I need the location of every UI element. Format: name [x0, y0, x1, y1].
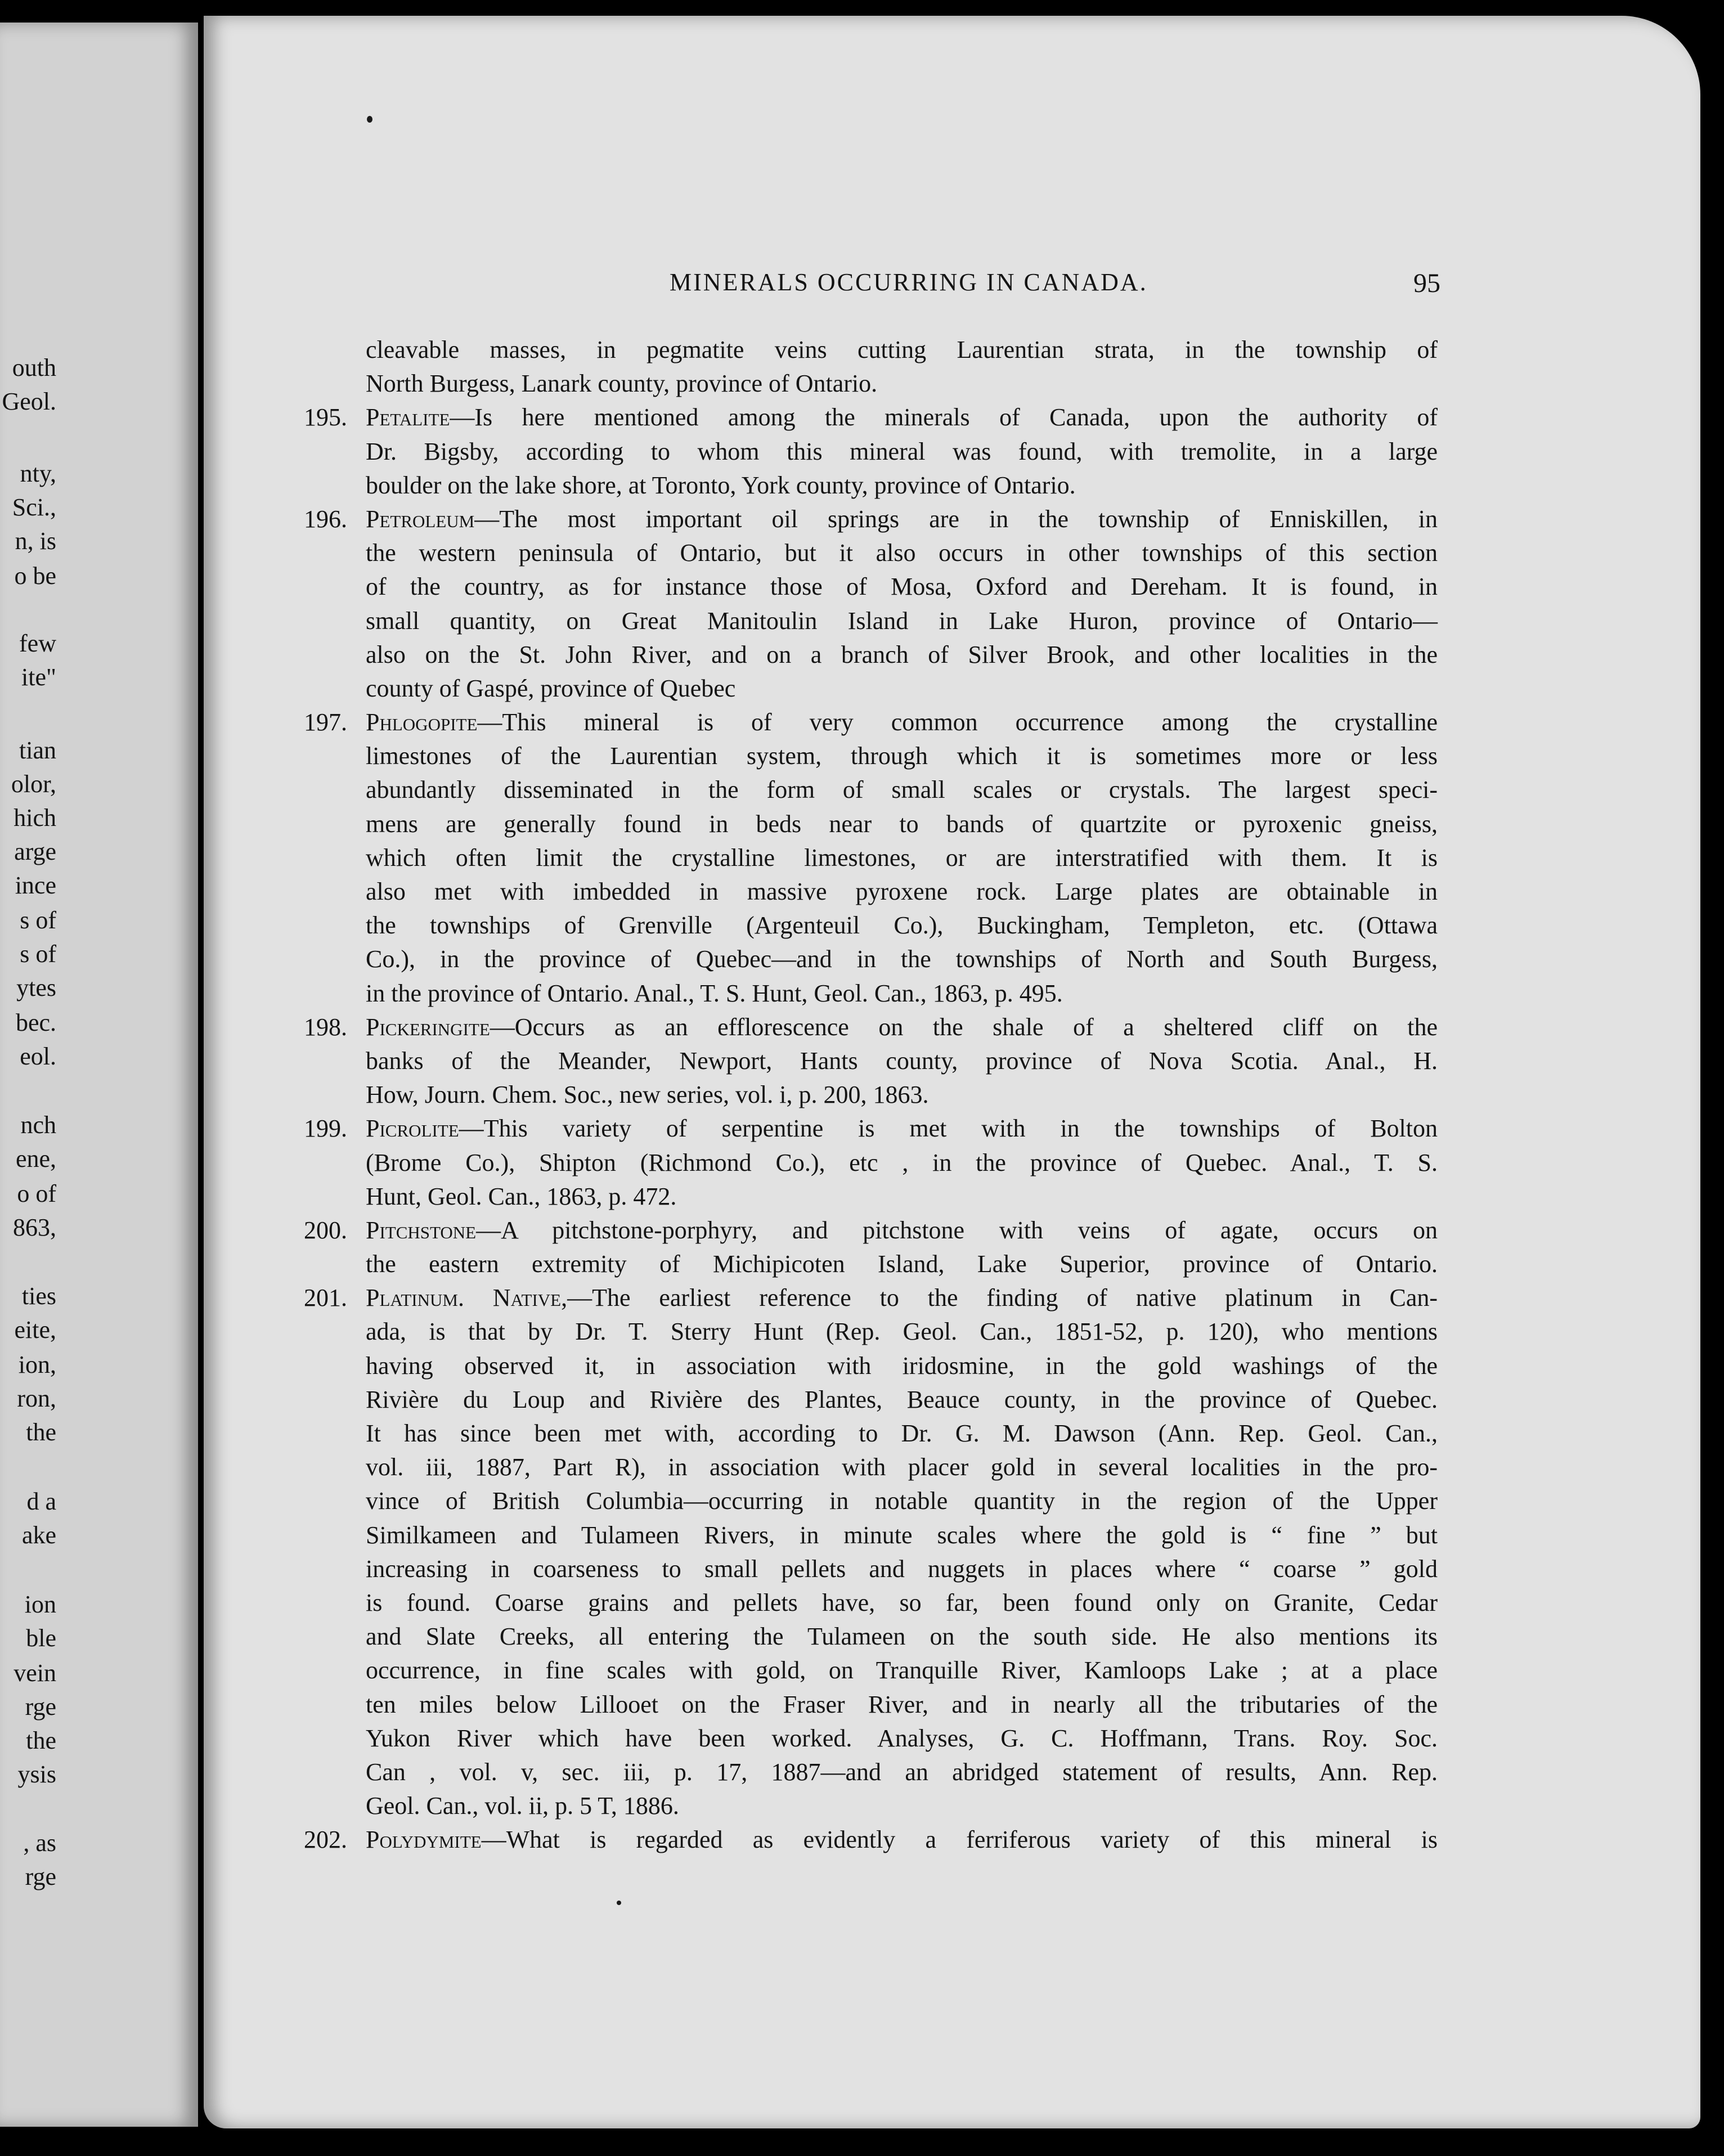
text-line [366, 1383, 1438, 1417]
text-line [366, 604, 1438, 638]
line-text: Similkameen and Tulameen Rivers, in minute scales where the gold is “ fine ” but [366, 1521, 1438, 1549]
entry-first-line [304, 1010, 1438, 1044]
line-text: of the country, as for instance those of Mosa, Oxford and Dereham. It is found, in [366, 573, 1438, 601]
entry-number: 196. [304, 505, 347, 533]
line-text: increasing in coarseness to small pellets and nuggets in places where “ coarse ” gold [366, 1555, 1438, 1583]
text-line [366, 1755, 1438, 1789]
left-page-fragment: ion, [18, 1351, 56, 1378]
line-text: boulder on the lake shore, at Toronto, York county, province of Ontario. [366, 471, 1076, 499]
line-text: —The most important oil springs are in the township of Enniskillen, in [474, 505, 1438, 533]
text-line [366, 1315, 1438, 1349]
left-page-fragment: n, is [15, 527, 56, 555]
left-page-fragment: rge [25, 1863, 56, 1890]
text-line [366, 1349, 1438, 1383]
line-text: —The earliest reference to the finding of native platinum in Can- [567, 1284, 1438, 1312]
mineral-name: Petroleum [366, 505, 475, 533]
line-text: small quantity, on Great Manitoulin Island in Lake Huron, province of Ontario— [366, 607, 1438, 635]
mineral-name: Polydymite [366, 1826, 482, 1854]
left-page-fragment: ion [24, 1591, 56, 1618]
text-line [366, 875, 1438, 909]
text-line [366, 841, 1438, 875]
left-page-fragment: ytes [16, 974, 56, 1001]
entry-first-line [304, 706, 1438, 739]
entry-number: 195. [304, 403, 347, 432]
entry-number: 202. [304, 1826, 347, 1854]
line-text: also met with imbedded in massive pyroxene rock. Large plates are obtainable in [366, 878, 1438, 905]
left-page [0, 23, 198, 2127]
text-line [366, 570, 1438, 604]
line-text: which often limit the crystalline limestones, or are interstratified with them. It is [366, 843, 1438, 872]
entry-number: 200. [304, 1216, 347, 1244]
left-page-fragment: o of [17, 1180, 56, 1207]
left-page-fragment: ince [15, 872, 56, 899]
mineral-name: Phlogopite [366, 708, 478, 736]
text-line [366, 1688, 1438, 1722]
line-text: abundantly disseminated in the form of small scales or crystals. The largest speci- [366, 776, 1438, 804]
text-line [366, 367, 1438, 401]
line-text: Yukon River which have been worked. Analyses, G. C. Hoffmann, Trans. Roy. Soc. [366, 1724, 1438, 1752]
entry-number: 201. [304, 1284, 347, 1312]
mineral-name: Pickeringite [366, 1013, 490, 1041]
text-line [366, 1519, 1438, 1552]
left-page-fragment: Sci., [12, 493, 56, 521]
line-text: also on the St. John River, and on a branch of Silver Brook, and other localities in the [366, 640, 1438, 668]
text-line [366, 638, 1438, 672]
ink-speck [617, 1901, 621, 1905]
line-text: in the province of Ontario. Anal., T. S. Hunt, Geol. Can., 1863, p. 495. [366, 979, 1063, 1007]
left-page-fragment: olor, [11, 770, 56, 798]
line-text: How, Journ. Chem. Soc., new series, vol. i, p. 200, 1863. [366, 1081, 929, 1109]
left-page-fragment: rge [25, 1693, 56, 1721]
line-text: ten miles below Lillooet on the Fraser River, and in nearly all the tributaries of the [366, 1690, 1438, 1718]
mineral-name: Picrolite [366, 1115, 459, 1143]
left-page-fragment: few [19, 630, 56, 657]
line-text: ada, is that by Dr. T. Sterry Hunt (Rep. Geol. Can., 1851-52, p. 120), who mentions [366, 1318, 1438, 1346]
line-text: banks of the Meander, Newport, Hants county, province of Nova Scotia. Anal., H. [366, 1046, 1438, 1075]
text-line [366, 1654, 1438, 1687]
line-text: —This variety of serpentine is met with in the townships of Bolton [459, 1115, 1438, 1143]
line-text: —Occurs as an efflorescence on the shale of a sheltered cliff on the [490, 1013, 1438, 1041]
text-line [366, 739, 1438, 773]
entry-first-line [304, 1823, 1438, 1857]
text-line [366, 1044, 1438, 1078]
left-page-fragment: nch [20, 1111, 56, 1139]
body-text [304, 333, 1438, 1857]
left-page-fragment: , as [23, 1829, 56, 1857]
left-page-fragment: 863, [13, 1214, 56, 1241]
text-line [366, 1722, 1438, 1755]
line-text: —Is here mentioned among the minerals of Canada, upon the authority of [450, 403, 1438, 432]
line-text: Dr. Bigsby, according to whom this mineral was found, with tremolite, in a large [366, 437, 1438, 465]
left-page-fragment: ene, [15, 1145, 56, 1173]
left-page-fragment: bec. [15, 1009, 56, 1036]
line-text: county of Gaspé, province of Quebec [366, 674, 736, 702]
line-text: is found. Coarse grains and pellets have, so far, been found only on Granite, Cedar [366, 1588, 1438, 1616]
line-text: vince of British Columbia—occurring in notable quantity in the region of the Upper [366, 1487, 1438, 1515]
text-line [366, 977, 1438, 1010]
text-line [366, 1247, 1438, 1281]
mineral-name: Platinum. Native, [366, 1284, 568, 1312]
line-text: —What is regarded as evidently a ferriferous variety of this mineral is [481, 1826, 1438, 1854]
entry-first-line [304, 1281, 1438, 1315]
entry-first-line [304, 502, 1438, 536]
page-number: 95 [1413, 268, 1440, 298]
left-page-fragment: s of [20, 940, 56, 968]
entry-number: 199. [304, 1115, 347, 1143]
entry-number: 197. [304, 708, 347, 736]
line-text: It has since been met with, according to Dr. G. M. Dawson (Ann. Rep. Geol. Can., [366, 1420, 1438, 1447]
line-text: mens are generally found in beds near to bands of quartzite or pyroxenic gneiss, [366, 810, 1438, 838]
left-page-fragment: ties [21, 1282, 56, 1310]
text-line [366, 672, 1438, 706]
left-page-fragment: d a [26, 1488, 56, 1515]
line-text: Co.), in the province of Quebec—and in the townships of North and South Burgess, [366, 945, 1438, 973]
line-text: occurrence, in fine scales with gold, on Tranquille River, Kamloops Lake ; at a place [366, 1656, 1438, 1685]
line-text: Geol. Can., vol. ii, p. 5 T, 1886. [366, 1792, 679, 1820]
running-header [670, 268, 1440, 302]
ink-speck [367, 116, 372, 123]
text-line [366, 1146, 1438, 1180]
line-text: Rivière du Loup and Rivière des Plantes, Beauce county, in the province of Quebec. [366, 1385, 1438, 1413]
left-page-fragment: hich [14, 804, 56, 832]
left-page-fragment: Geol. [2, 388, 56, 415]
left-page-fragment: arge [14, 838, 56, 865]
left-page-fragment: nty, [20, 460, 56, 487]
left-page-fragment: ysis [17, 1760, 56, 1788]
text-line [366, 1620, 1438, 1654]
left-page-fragment: o be [14, 562, 56, 590]
text-line [366, 807, 1438, 841]
line-text: vol. iii, 1887, Part R), in association with placer gold in several localities in the pro- [366, 1453, 1438, 1481]
line-text: and Slate Creeks, all entering the Tulameen on the south side. He also mentions its [366, 1623, 1438, 1651]
left-page-fragment: eol. [20, 1043, 56, 1070]
line-text: (Brome Co.), Shipton (Richmond Co.), etc , in the province of Quebec. Anal., T. S. [366, 1148, 1438, 1176]
text-line [366, 1484, 1438, 1518]
line-text: the eastern extremity of Michipicoten Island, Lake Superior, province of Ontario. [366, 1250, 1438, 1278]
entry-first-line [304, 401, 1438, 434]
left-page-fragment: the [26, 1727, 56, 1754]
text-line [366, 469, 1438, 502]
line-text: limestones of the Laurentian system, through which it is sometimes more or less [366, 742, 1438, 770]
mineral-name: Pitchstone [366, 1216, 477, 1244]
left-page-fragment: ron, [17, 1385, 56, 1412]
line-text: —This mineral is of very common occurrence among the crystalline [477, 708, 1438, 736]
text-line [366, 333, 1438, 367]
entry-number: 198. [304, 1013, 347, 1041]
line-text: the townships of Grenville (Argenteuil Co.), Buckingham, Templeton, etc. (Ottawa [366, 911, 1438, 940]
left-page-fragment: outh [12, 354, 56, 381]
left-page-fragment: tian [19, 736, 56, 764]
text-line [366, 536, 1438, 570]
text-line [366, 1586, 1438, 1620]
left-page-fragment: eite, [14, 1316, 56, 1344]
line-text: having observed it, in association with iridosmine, in the gold washings of the [366, 1351, 1438, 1380]
line-text: North Burgess, Lanark county, province of Ontario. [366, 370, 878, 398]
running-title: MINERALS OCCURRING IN CANADA. [670, 268, 1148, 296]
mineral-name: Petalite [366, 403, 450, 432]
line-text: the western peninsula of Ontario, but it also occurs in other townships of this section [366, 539, 1438, 567]
text-line [366, 1450, 1438, 1484]
text-line [366, 1417, 1438, 1450]
line-text: —A pitchstone-porphyry, and pitchstone with veins of agate, occurs on [476, 1216, 1438, 1244]
entry-first-line [304, 1112, 1438, 1146]
entry-first-line [304, 1214, 1438, 1247]
left-page-fragment: s of [20, 906, 56, 934]
text-line [366, 435, 1438, 469]
left-page-fragment: ble [26, 1624, 56, 1652]
text-line [366, 942, 1438, 976]
left-page-fragment: ite" [21, 663, 56, 691]
line-text: Can , vol. v, sec. iii, p. 17, 1887—and an abridged statement of results, Ann. Rep. [366, 1758, 1438, 1786]
line-text: Hunt, Geol. Can., 1863, p. 472. [366, 1182, 677, 1210]
text-line [366, 1078, 1438, 1112]
left-page-fragment: ake [21, 1521, 56, 1549]
text-line [366, 1552, 1438, 1586]
text-line [366, 773, 1438, 807]
text-line [366, 909, 1438, 942]
text-line [366, 1789, 1438, 1823]
left-page-fragment: the [26, 1418, 56, 1446]
text-line [366, 1180, 1438, 1214]
left-page-fragment: vein [14, 1659, 56, 1687]
line-text: cleavable masses, in pegmatite veins cutting Laurentian strata, in the township of [366, 336, 1438, 363]
